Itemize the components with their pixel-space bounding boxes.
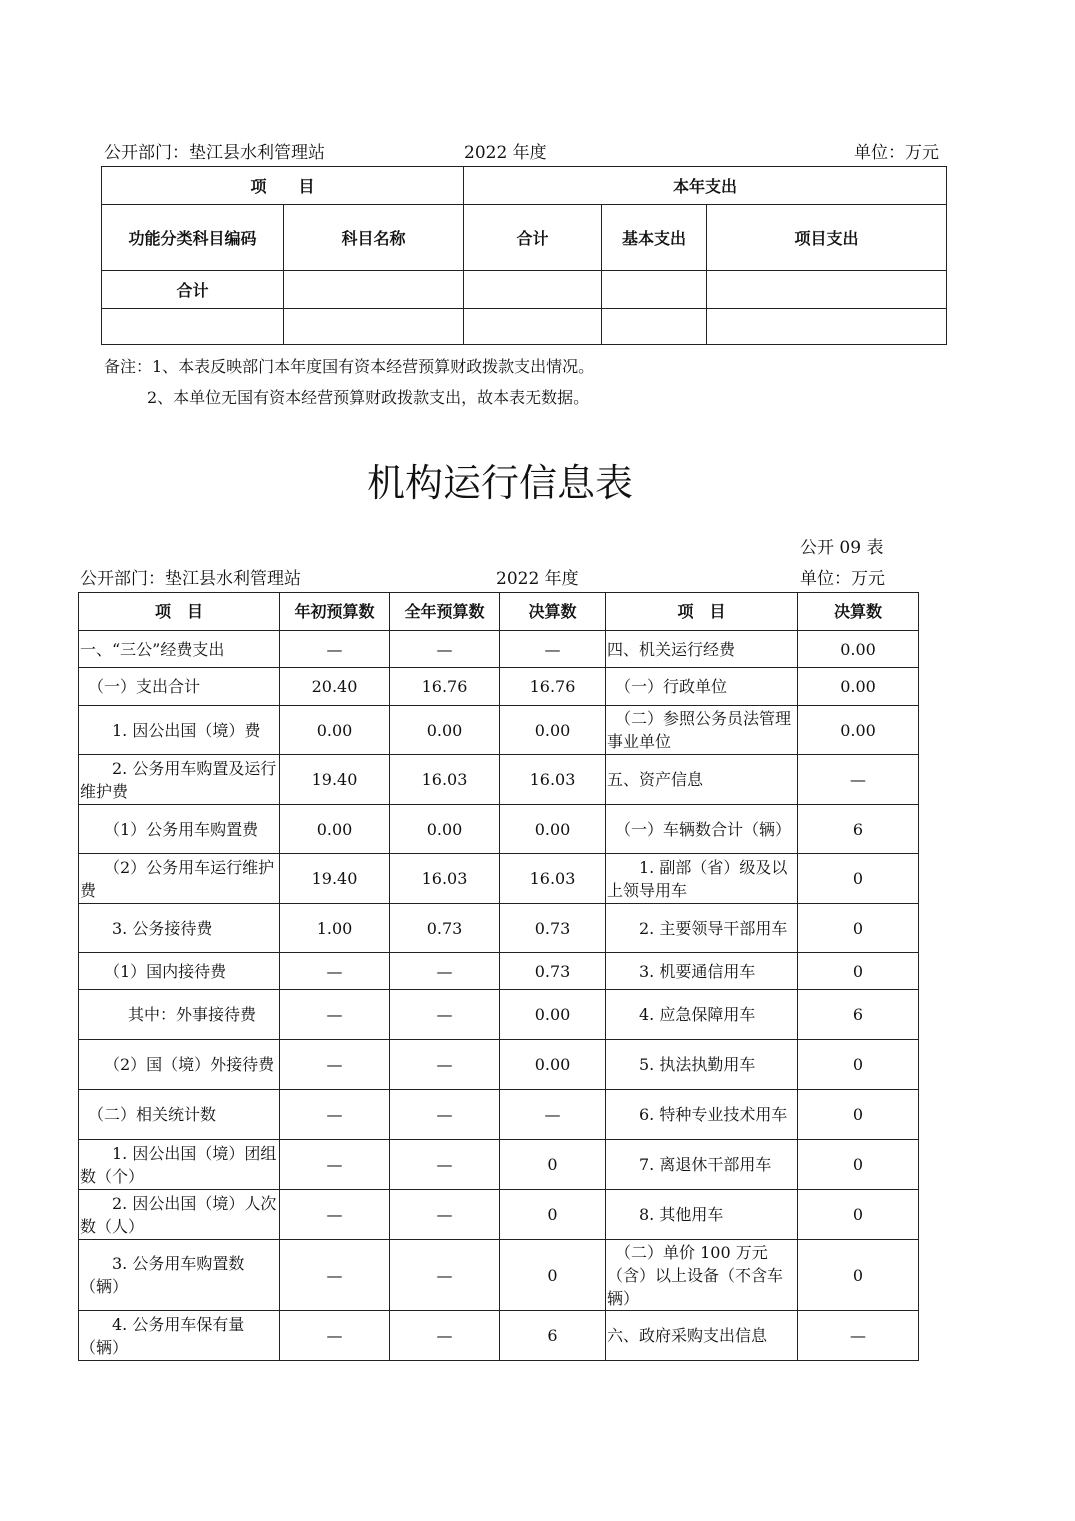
- row-value: 0.00: [500, 990, 606, 1040]
- top-dept: 公开部门：垫江县水利管理站: [104, 143, 325, 163]
- header-item: 项 目: [102, 167, 464, 205]
- note-1: 备注：1、本表反映部门本年度国有资本经营预算财政拨款支出情况。: [104, 357, 595, 376]
- empty-cell: [707, 309, 947, 345]
- header-cell: 全年预算数: [390, 593, 500, 631]
- table-row: [79, 1090, 919, 1140]
- row-value: —: [390, 1040, 500, 1090]
- empty-cell: [284, 271, 464, 309]
- table-row: [79, 668, 919, 706]
- empty-cell: [284, 309, 464, 345]
- table-row: [79, 1140, 919, 1190]
- row-label: （一）车辆数合计（辆）: [606, 805, 798, 854]
- row-label: 一、“三公”经费支出: [79, 631, 280, 668]
- row-label: 5. 执法执勤用车: [606, 1040, 798, 1090]
- row-value: 16.76: [390, 668, 500, 706]
- table-row: [79, 1040, 919, 1090]
- row-label: 1. 副部（省）级及以上领导用车: [606, 854, 798, 904]
- second-dept: 公开部门：垫江县水利管理站: [80, 569, 301, 589]
- row-value: 0.00: [390, 805, 500, 854]
- row-label: 五、资产信息: [606, 755, 798, 805]
- table-row: [79, 1311, 919, 1361]
- row-label: 3. 公务用车购置数（辆）: [79, 1240, 280, 1311]
- header-basic: 基本支出: [602, 205, 707, 271]
- row-value: 0.73: [390, 904, 500, 953]
- row-label: （一）支出合计: [79, 668, 280, 706]
- row-value: 0.00: [500, 1040, 606, 1090]
- note-2: 2、本单位无国有资本经营预算财政拨款支出，故本表无数据。: [147, 388, 590, 407]
- row-value: 20.40: [280, 668, 390, 706]
- table-row: [79, 755, 919, 805]
- row-value: —: [390, 1090, 500, 1140]
- row-label: 4. 应急保障用车: [606, 990, 798, 1040]
- row-label: 其中：外事接待费: [79, 990, 280, 1040]
- header-cell: 年初预算数: [280, 593, 390, 631]
- row-value: 16.03: [390, 755, 500, 805]
- row-label: 1. 因公出国（境）团组数（个）: [79, 1140, 280, 1190]
- second-year: 2022 年度: [496, 569, 579, 589]
- row-value: 0: [798, 904, 919, 953]
- empty-cell: [464, 271, 602, 309]
- row-value: 19.40: [280, 755, 390, 805]
- row-value: 0: [798, 1240, 919, 1311]
- row-value: —: [390, 990, 500, 1040]
- row-label: （2）国（境）外接待费: [79, 1040, 280, 1090]
- row-value: 0: [798, 1190, 919, 1240]
- row-value: —: [280, 1140, 390, 1190]
- row-value: —: [280, 1240, 390, 1311]
- row-value: 0.00: [280, 706, 390, 755]
- row-value: 0: [500, 1190, 606, 1240]
- row-label: 四、机关运行经费: [606, 631, 798, 668]
- row-value: 19.40: [280, 854, 390, 904]
- top-unit: 单位：万元: [854, 143, 939, 163]
- row-label: 7. 离退休干部用车: [606, 1140, 798, 1190]
- row-value: 0.00: [280, 805, 390, 854]
- row-total-label: 合计: [102, 271, 284, 309]
- row-label: （1）国内接待费: [79, 953, 280, 990]
- row-label: 2. 公务用车购置及运行维护费: [79, 755, 280, 805]
- row-value: 0.00: [500, 706, 606, 755]
- row-value: 0.73: [500, 953, 606, 990]
- row-value: 0.00: [390, 706, 500, 755]
- row-label: （二）参照公务员法管理事业单位: [606, 706, 798, 755]
- row-label: （2）公务用车运行维护费: [79, 854, 280, 904]
- table-row: [79, 854, 919, 904]
- row-label: 3. 公务接待费: [79, 904, 280, 953]
- row-value: —: [280, 631, 390, 668]
- header-cell: 项 目: [606, 593, 798, 631]
- row-value: —: [500, 1090, 606, 1140]
- row-label: 2. 因公出国（境）人次数（人）: [79, 1190, 280, 1240]
- header-cell: 项 目: [79, 593, 280, 631]
- header-name: 科目名称: [284, 205, 464, 271]
- empty-cell: [602, 309, 707, 345]
- row-label: （1）公务用车购置费: [79, 805, 280, 854]
- table-row: [79, 1190, 919, 1240]
- header-cell: 决算数: [798, 593, 919, 631]
- row-value: 16.76: [500, 668, 606, 706]
- header-total: 合计: [464, 205, 602, 271]
- row-value: —: [390, 1311, 500, 1361]
- table-row: [79, 953, 919, 990]
- row-value: 1.00: [280, 904, 390, 953]
- page-title: 机构运行信息表: [366, 461, 633, 505]
- row-value: 0: [500, 1140, 606, 1190]
- row-value: —: [280, 1311, 390, 1361]
- top-year: 2022 年度: [464, 143, 547, 163]
- row-value: —: [390, 1140, 500, 1190]
- table-row: [79, 1240, 919, 1311]
- table-number: 公开 09 表: [800, 538, 884, 558]
- empty-cell: [464, 309, 602, 345]
- empty-cell: [102, 309, 284, 345]
- row-value: 0.73: [500, 904, 606, 953]
- row-value: 6: [798, 990, 919, 1040]
- row-label: 1. 因公出国（境）费: [79, 706, 280, 755]
- header-project: 项目支出: [707, 205, 947, 271]
- row-value: 0.00: [798, 706, 919, 755]
- row-label: 2. 主要领导干部用车: [606, 904, 798, 953]
- row-value: 0: [798, 953, 919, 990]
- row-label: 3. 机要通信用车: [606, 953, 798, 990]
- row-label: （一）行政单位: [606, 668, 798, 706]
- row-value: 16.03: [390, 854, 500, 904]
- row-value: 0.00: [798, 631, 919, 668]
- row-value: 0.00: [500, 805, 606, 854]
- row-value: 0.00: [798, 668, 919, 706]
- second-unit: 单位：万元: [800, 569, 885, 589]
- row-value: 0: [798, 854, 919, 904]
- row-value: 0: [798, 1140, 919, 1190]
- table-row: [79, 805, 919, 854]
- row-value: —: [280, 1090, 390, 1140]
- table-row: [79, 904, 919, 953]
- row-value: —: [390, 1240, 500, 1311]
- row-value: 6: [798, 805, 919, 854]
- row-value: —: [280, 1040, 390, 1090]
- empty-cell: [602, 271, 707, 309]
- row-value: —: [390, 1190, 500, 1240]
- row-label: 六、政府采购支出信息: [606, 1311, 798, 1361]
- row-value: —: [798, 1311, 919, 1361]
- row-value: —: [280, 953, 390, 990]
- row-value: 6: [500, 1311, 606, 1361]
- header-cell: 决算数: [500, 593, 606, 631]
- row-value: —: [390, 631, 500, 668]
- table-row: [79, 990, 919, 1040]
- operation-info-table: [78, 592, 919, 1361]
- row-value: 0: [798, 1040, 919, 1090]
- row-label: （二）相关统计数: [79, 1090, 280, 1140]
- row-value: —: [798, 755, 919, 805]
- row-value: 16.03: [500, 755, 606, 805]
- capital-budget-table: [101, 166, 947, 345]
- table-row: [79, 631, 919, 668]
- row-value: 0: [798, 1090, 919, 1140]
- row-label: 6. 特种专业技术用车: [606, 1090, 798, 1140]
- row-label: （二）单价 100 万元（含）以上设备（不含车辆）: [606, 1240, 798, 1311]
- table-row: [79, 706, 919, 755]
- row-value: —: [280, 990, 390, 1040]
- table-header-row: [79, 593, 919, 631]
- row-value: —: [500, 631, 606, 668]
- row-value: —: [280, 1190, 390, 1240]
- header-spend: 本年支出: [464, 167, 947, 205]
- empty-cell: [707, 271, 947, 309]
- header-code: 功能分类科目编码: [102, 205, 284, 271]
- row-label: 4. 公务用车保有量（辆）: [79, 1311, 280, 1361]
- row-value: 0: [500, 1240, 606, 1311]
- row-value: 16.03: [500, 854, 606, 904]
- row-value: —: [390, 953, 500, 990]
- row-label: 8. 其他用车: [606, 1190, 798, 1240]
